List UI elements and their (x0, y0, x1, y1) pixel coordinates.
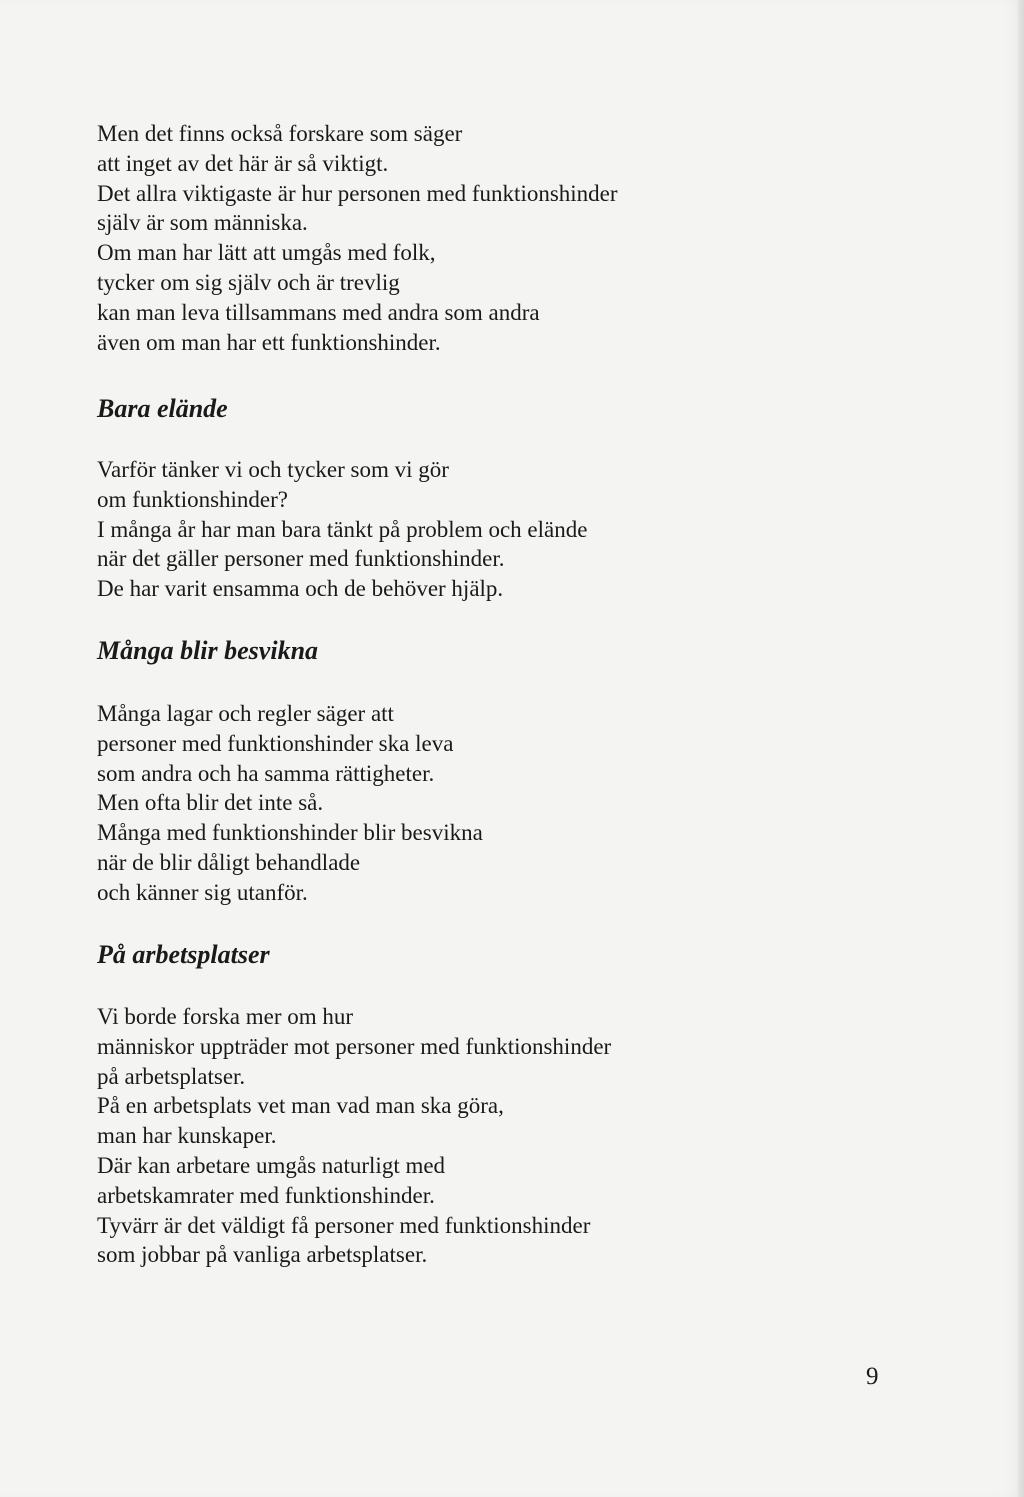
text-line: De har varit ensamma och de behöver hjälp. (97, 576, 504, 602)
text-line: att inget av det här är så viktigt. (97, 150, 389, 176)
text-line: Tyvärr är det väldigt få personer med funktionshinder (97, 1212, 591, 1238)
text-line: på arbetsplatser. (97, 1063, 246, 1089)
text-line: Men ofta blir det inte så. (97, 790, 324, 816)
text-line: personer med funktionshinder ska leva (97, 730, 454, 756)
text-line: Varför tänker vi och tycker som vi gör (97, 457, 449, 482)
text-line: tycker om sig själv och är trevlig (97, 269, 400, 295)
text-line: Vi borde forska mer om hur (97, 1004, 354, 1029)
section-heading-manga-blir-besvikna: Många blir besvikna (97, 636, 319, 665)
section-heading-pa-arbetsplatser: På arbetsplatser (97, 940, 270, 969)
text-line: om funktionshinder? (97, 486, 288, 512)
text-line: och känner sig utanför. (97, 879, 308, 905)
section-heading-bara-elande: Bara elände (97, 394, 228, 423)
text-line: På en arbetsplats vet man vad man ska göra, (97, 1093, 504, 1119)
text-line: Om man har lätt att umgås med folk, (97, 240, 436, 266)
paragraph-bara-elande (97, 455, 587, 604)
paragraph-intro (97, 119, 618, 357)
page-edge (1018, 0, 1024, 1497)
text-line: Många lagar och regler säger att (97, 701, 394, 726)
text-line: människor uppträder mot personer med funktionshinder (97, 1033, 612, 1059)
text-line: kan man leva tillsammans med andra som andra (97, 299, 540, 325)
paragraph-manga-blir-besvikna (97, 699, 483, 908)
text-line: som jobbar på vanliga arbetsplatser. (97, 1242, 428, 1268)
text-line: som andra och ha samma rättigheter. (97, 760, 435, 786)
text-line: Det allra viktigaste är hur personen med funktionshinder (97, 180, 618, 206)
page-number: 9 (866, 1363, 879, 1390)
paragraph-pa-arbetsplatser (97, 1002, 611, 1270)
text-line: I många år har man bara tänkt på problem och elände (97, 516, 588, 542)
text-line: Många med funktionshinder blir besvikna (97, 820, 483, 846)
text-line: Där kan arbetare umgås naturligt med (97, 1152, 446, 1178)
text-line: Men det finns också forskare som säger (97, 121, 463, 146)
text-line: själv är som människa. (97, 210, 308, 236)
text-line: arbetskamrater med funktionshinder. (97, 1182, 435, 1208)
text-line: man har kunskaper. (97, 1123, 277, 1149)
text-line: även om man har ett funktionshinder. (97, 329, 441, 355)
text-line: när de blir dåligt behandlade (97, 849, 361, 875)
text-line: när det gäller personer med funktionshinder. (97, 546, 505, 572)
